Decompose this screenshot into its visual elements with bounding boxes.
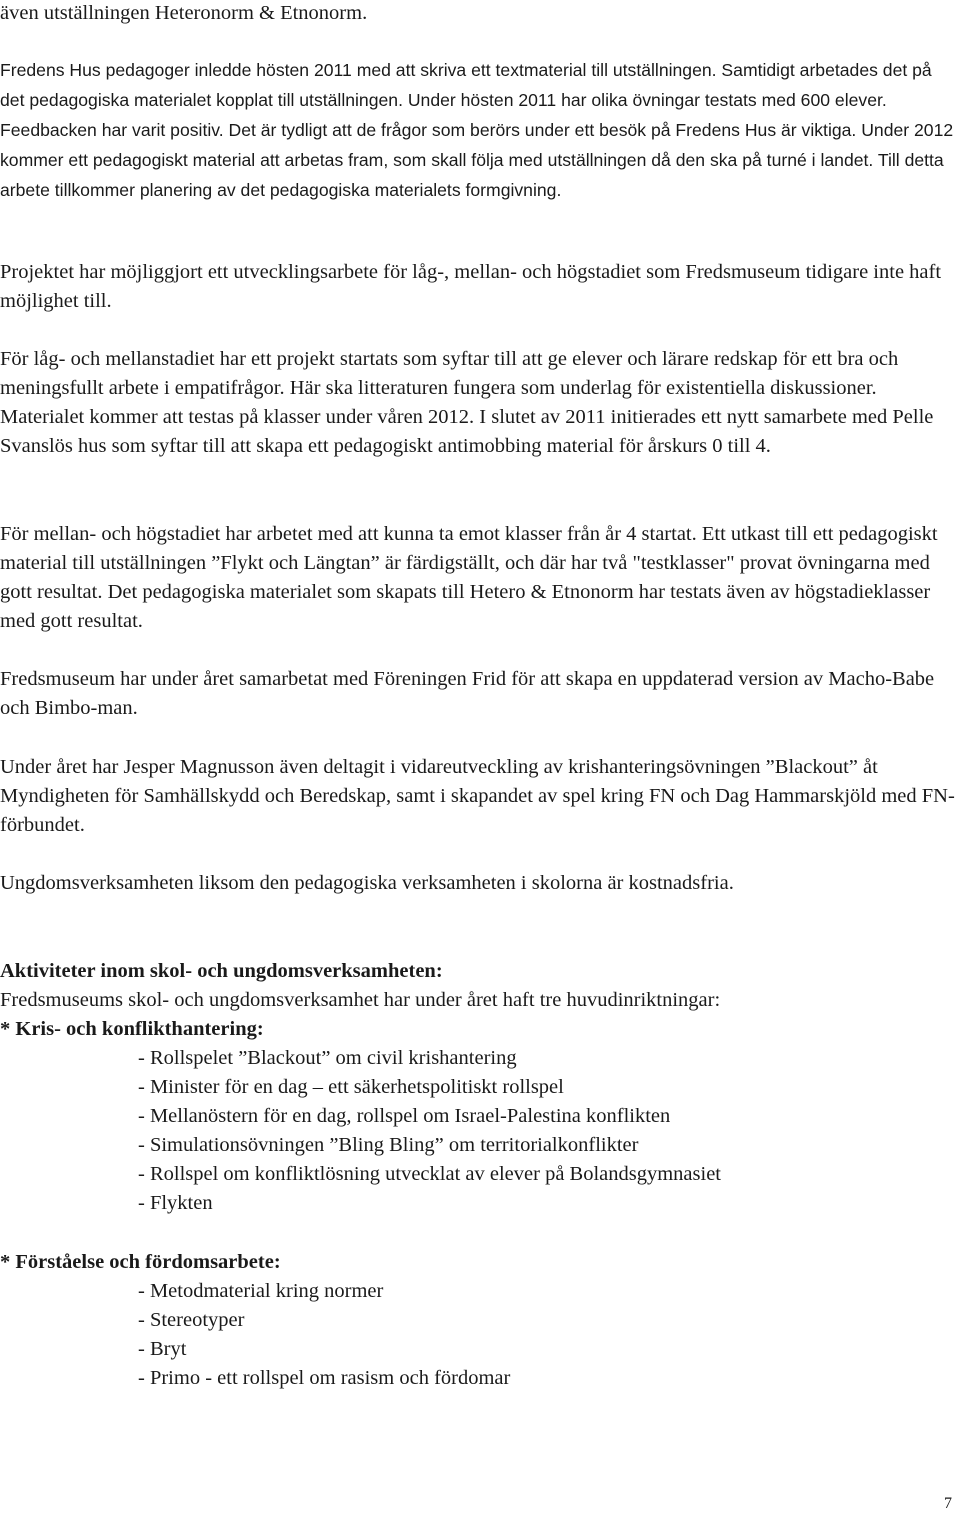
section-prejudice-title: * Förståelse och fördomsarbete: — [0, 1251, 281, 1273]
list-item: - Stereotyper — [138, 1309, 245, 1331]
list-item: - Flykten — [138, 1192, 213, 1214]
list-item: - Bryt — [138, 1338, 187, 1360]
list-item: - Primo - ett rollspel om rasism och fördomar — [138, 1367, 511, 1389]
list-item: - Rollspel om konfliktlösning utvecklat av elever på Bolandsgymnasiet — [138, 1163, 721, 1185]
list-item: - Minister för en dag – ett säkerhetspolitiskt rollspel — [138, 1076, 564, 1098]
list-item: - Mellanöstern för en dag, rollspel om Israel-Palestina konflikten — [138, 1105, 671, 1127]
intro-tail-paragraph: även utställningen Heteronorm & Etnonorm. — [0, 2, 368, 24]
activities-intro: Fredsmuseums skol- och ungdomsverksamhet har under året haft tre huvudinriktningar: — [0, 989, 721, 1011]
kostnadsfria-paragraph: Ungdomsverksamheten liksom den pedagogiska verksamheten i skolorna är kostnadsfria. — [0, 872, 734, 894]
section-prejudice-list — [138, 1277, 510, 1393]
forening-frid-paragraph: Fredsmuseum har under året samarbetat med Föreningen Frid för att skapa en uppdaterad version av Macho-Babe och Bimbo-man. — [0, 668, 935, 719]
projektet-paragraph: Projektet har möjliggjort ett utvecklingsarbete för låg-, mellan- och högstadiet som Fredsmuseum tidigare inte haft möjlighet till. — [0, 261, 942, 312]
fredens-hus-paragraph: Fredens Hus pedagoger inledde hösten 2011 med att skriva ett textmaterial till utställningen. Samtidigt arbetades det på det pedagogiska materialet kopplat till utställningen. Under hösten 2011 har olika övningar testats med 600 elever. Feedbacken har varit positiv. Det är tydligt att de frågor som berörs under ett besök på Fredens Hus är viktiga. Under 2012 kommer ett pedagogiskt material att arbetas fram, som skall följa med utställningen då den ska på turné i landet. Till detta arbete tillkommer planering av det pedagogiska materialets formgivning. — [0, 60, 954, 200]
section-crisis-title: * Kris- och konflikthantering: — [0, 1018, 264, 1040]
list-item: - Rollspelet ”Blackout” om civil krishantering — [138, 1047, 517, 1069]
list-item: - Metodmaterial kring normer — [138, 1280, 384, 1302]
mellan-hogstadiet-paragraph: För mellan- och högstadiet har arbetet med att kunna ta emot klasser från år 4 startat. Ett utkast till ett pedagogiskt material till utställningen ”Flykt och Längtan” är färdigställt, och där har två "testklasser" provat övningarna med gott resultat. Det pedagogiska materialet som skapats till Hetero & Etnonorm har testats även av högstadieklasser med gott resultat. — [0, 523, 938, 632]
activities-heading: Aktiviteter inom skol- och ungdomsverksamheten: — [0, 960, 443, 982]
section-crisis-list — [138, 1044, 721, 1218]
list-item: - Simulationsövningen ”Bling Bling” om territorialkonflikter — [138, 1134, 639, 1156]
page-number: 7 — [944, 1495, 952, 1512]
lag-mellanstadiet-paragraph: För låg- och mellanstadiet har ett projekt startats som syftar till att ge elever och lärare redskap för ett bra och meningsfullt arbete i empatifrågor. Här ska litteraturen fungera som underlag för existentiella diskussioner. Materialet kommer att testas på klasser under våren 2012. I slutet av 2011 initierades ett nytt samarbete med Pelle Svanslös hus som syftar till att skapa ett pedagogiskt antimobbing material för årskurs 0 till 4. — [0, 348, 934, 457]
jesper-magnusson-paragraph: Under året har Jesper Magnusson även deltagit i vidareutveckling av krishanteringsövningen ”Blackout” åt Myndigheten för Samhällskydd och Beredskap, samt i skapandet av spel kring FN och Dag Hammarskjöld med FN-förbundet. — [0, 756, 955, 836]
